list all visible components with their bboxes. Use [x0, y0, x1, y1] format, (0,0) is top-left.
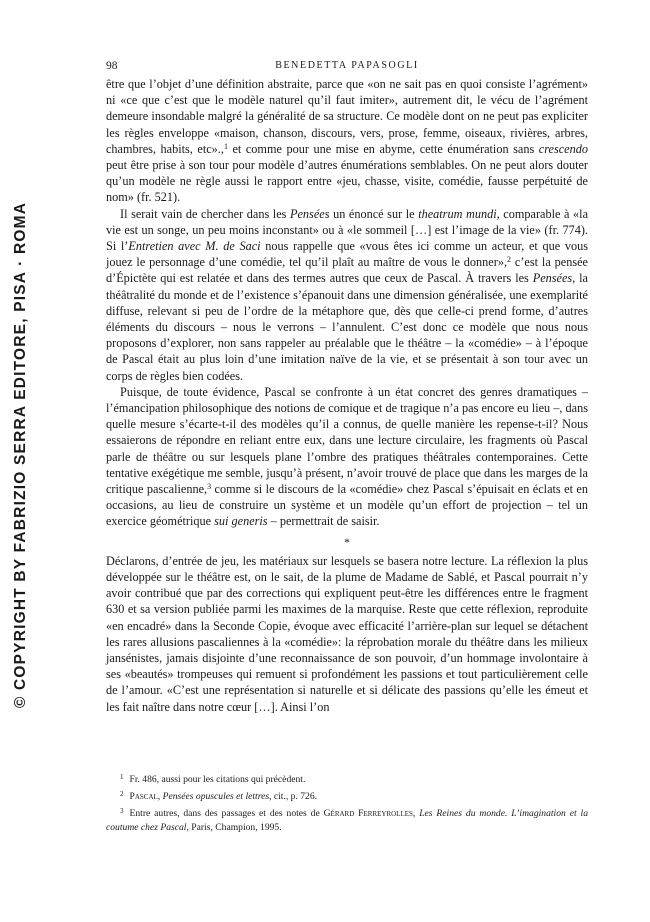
- page-header: [106, 60, 588, 76]
- page-number: 98: [106, 60, 118, 72]
- page: [106, 60, 588, 715]
- paragraph-2: Il serait vain de chercher dans les Pensées un énoncé sur le theatrum mundi, comparable à «la vie est un songe, un peu moins inconstant» ou à «le sommeil […] est l’image de la vie» (fr. 774). Si l’Entretien avec M. de Saci nous rappelle que «vous êtes ici comme un acteur, et que vous jouez le personnage d’une comédie, tel qu’il plaît au maître de vous le donner»,$^2$ c’est la pensée d’Épictète qui est relatée et dans des termes autres que ceux de Pascal. À travers les Pensées, la théâtralité du monde et de l’existence s’épanouit dans une dimension généralisée, une exemplarité diffuse, relevant si peu de l’ordre de la métaphore que, dès que celle-ci prend forme, d’autres éléments du discours – nous le verrons – l’annulent. C’est donc ce modèle que nous nous proposons d’explorer, non sans rappeler au préalable que le théâtre – la «comédie» – à l’époque de Pascal était au plus loin d’une imitation naïve de la vie, et se présentait à son tour avec un corps de règles bien codées.: [106, 206, 589, 383]
- copyright-sidebar: [0, 0, 40, 922]
- paragraph-3: Puisque, de toute évidence, Pascal se confronte à un état concret des genres dramatiques – l’émancipation philosophique des notions de comique et de tragique n’a pas encore eu lieu –, dans quelle mesure s’écarte-t-il des modèles qu’il a connus, de quelle manière les repense-t-il? Nous essaierons de répondre en reliant entre eux, dans une lecture circulaire, les fragments où Pascal parle de théâtre ou sur lesquels plane l’ombre des pratiques théâtrales contemporaines. Cette tentative exégétique me semble, jusqu’à présent, n’avoir trouvé de place que dans les marges de la critique pascalienne,$^3$ comme si le discours de la «comédie» chez Pascal s’épuisait en éclats et en occasions, au lieu de construire un système et un modèle qu’un effort de projection – tel un exercice géométrique sui generis – permettrait de saisir.: [106, 384, 588, 529]
- footnote-1: $^1$ Fr. 486, aussi pour les citations qui précèdent.: [120, 773, 306, 785]
- footnote-ref-3[interactable]: 3: [207, 482, 212, 492]
- footnote-ref-2[interactable]: 2: [507, 255, 512, 265]
- footnotes: [106, 770, 588, 835]
- body-text: [106, 76, 588, 715]
- footnote-3: $^3$ Entre autres, dans des passages et des notes de Gérard Ferreyrolles, Les Reines du monde. L’imagination et la coutume chez Pascal, Paris, Champion, 1995.: [106, 807, 588, 833]
- footnote-ref-1[interactable]: 1: [223, 141, 228, 151]
- paragraph-4: Déclarons, d’entrée de jeu, les matériaux sur lesquels se basera notre lecture. La réflexion la plus développée sur le théâtre est, on le sait, de la plume de Madame de Sablé, et Pascal pourrait n’y avoir contribué que par des corrections qui expliquent peut-être les différences entre le fragment 630 et sa version publiée parmi les maximes de la marquise. Reste que cette réflexion, reproduite «en encadré» dans la Seconde Copie, évoque avec efficacité l’arrière-plan sur lequel se détachent les rares allusions pascaliennes à la «comédie»: la réprobation morale du théâtre dans les milieux jansénistes, jamais disjointe d’une reconnaissance de son pouvoir, d’un hommage involontaire à ses «beautés» trompeuses qui remuent si profondément les passions et tout particulièrement celle de l’amour. «C’est une représentation si naturelle et si délicate des passions qu’elle les émeut et les fait naître dans notre cœur […]. Ainsi l’on: [106, 553, 588, 714]
- copyright-notice: © COPYRIGHT BY FABRIZIO SERRA EDITORE, PISA · ROMA: [12, 201, 29, 709]
- running-head: BENEDETTA PAPASOGLI: [275, 60, 419, 71]
- section-separator: *: [344, 534, 350, 549]
- paragraph-1: être que l’objet d’une définition abstraite, parce que «on ne sait pas en quoi consiste l’agrément» ni «ce que c’est que le modèle naturel qu’il faut imiter», autrement dit, le vécu de l’agrément demeure insondable malgré la généralité de sa structure. Ce modèle dont on ne peut pas expliciter les règles enveloppe «maison, chanson, discours, vers, prose, femme, oiseaux, rivières, arbres, chambres, habits, etc».,$^1$ et comme pour une mise en abyme, cette énumération sans crescendo peut être prise à son tour pour modèle d’autres énumérations semblables. On ne peut alors douter qu’un modèle ne règle aussi le rapport entre «jeu, chasse, visite, comédie, fausse perpétuité de nom» (fr. 521).: [106, 77, 588, 205]
- footnote-2: $^2$ Pascal, Pensées opuscules et lettres, cit., p. 726.: [120, 790, 318, 802]
